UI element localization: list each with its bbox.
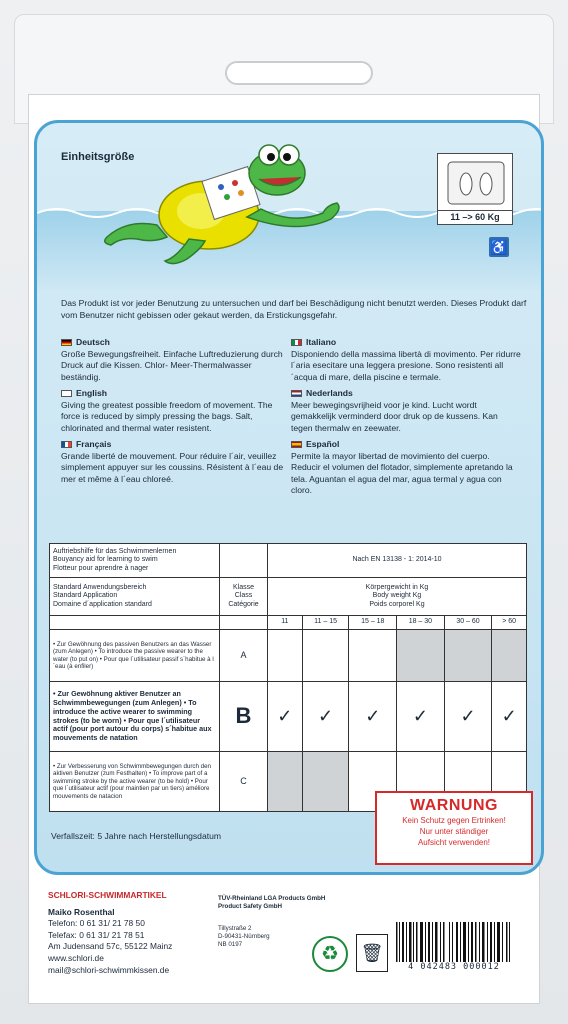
table-cell [220,616,268,630]
recycle-icon: ♻ [312,936,348,972]
company-address: Am Judensand 57c, 55122 Mainz [48,941,173,952]
lang-title: Nederlands [306,388,353,398]
tuv-street: Tillystraße 2 [218,925,252,932]
crossed-bin-icon: 🗑 [356,934,388,972]
lang-text: Giving the greatest possible freedom of movement. The force is reduced by simply pressing the bags. Salt, chlorinated and thermal water resistent. [61,399,273,433]
tuv-address [218,925,270,949]
company-web[interactable]: www.schlori.de [48,952,104,963]
intro-safety-text: Das Produkt ist vor jeder Benutzung zu untersuchen und darf bei Beschädigung nicht benutzt werden. Dieses Produkt darf vom Benutzer nicht gebissen oder gekaut werden, da Erstickungsgefahr. [61,298,527,320]
weight-col-6: > 60 [492,616,527,630]
company-name: SCHLORI-SCHWIMMARTIKEL [48,890,167,900]
check-mark: ✓ [302,682,349,752]
warning-line: Kein Schutz gegen Ertrinken! [402,816,506,825]
tuv-info [218,895,325,911]
lang-block-fr [61,439,291,485]
row-cell-shaded [397,630,445,682]
lang-title: Français [76,439,112,449]
lang-text: Permite la mayor libertad de movimiento del cuerpo. Reducir el volumen del flotador, simplemente apretando la tela. Aguantan el agua del mar, agua termal y agua con cloro. [291,450,513,495]
languages-left [61,337,291,490]
lang-title: Italiano [306,337,337,347]
company-info [48,890,172,976]
lang-text: Große Bewegungsfreiheit. Einfache Luftreduzierung durch Druck auf die Kissen. Chlor- Meer-Thermalwasser beständig. [61,348,283,382]
warning-box [375,791,533,865]
row-cell [349,630,397,682]
warning-line: Aufsicht verwenden! [417,838,491,847]
frog-illustration [97,139,357,269]
row-cell-shaded [268,752,303,812]
warning-line: Nur unter ständiger [419,827,489,836]
table-header-class: Klasse Class Catégorie [220,578,268,616]
tuv-nb: NB 0197 [218,941,243,948]
company-mail[interactable]: mail@schlori-schwimmkissen.de [48,964,170,975]
table-header-standard: Nach EN 13138 - 1: 2014-10 [268,544,527,578]
lang-block-de [61,337,291,383]
row-cell-shaded [302,752,349,812]
tuv-name: TÜV-Rheinland LGA Products GmbH [218,895,326,902]
info-panel [34,120,544,875]
company-phone: Telefon: 0 61 31/ 21 78 50 [48,918,145,929]
row-cell-shaded [492,630,527,682]
wheelchair-icon: ♿ [490,239,508,255]
table-header-weight: Körpergewicht in Kg Body weight Kg Poids corporel Kg [268,578,527,616]
weight-col-3: 15 – 18 [349,616,397,630]
weight-col-5: 30 – 60 [444,616,492,630]
flag-uk-icon [61,390,72,397]
flag-it-icon [291,339,302,346]
table-header-application: Standard Anwendungsbereich Standard Application Domaine d´application standard [50,578,220,616]
size-title: Einheitsgröße [61,151,135,163]
lang-title: Español [306,439,340,449]
row-cell [268,630,303,682]
table-row-a [50,630,527,682]
weight-scale-badge [437,153,513,225]
hanger-slot [225,61,373,85]
row-description: • Zur Gewöhnung des passiven Benutzers an das Wasser (zum Anlegen) • To introduce the passive wearer to the water (to put on) • Pour que l´utilisateur passif s´habitue à l´eau (à enfiler) [50,630,220,682]
table-header-purpose: Auftriebshilfe für das Schwimmenlernen Bouyancy aid for learning to swim Flotteur pour aprendre à nager [50,544,220,578]
row-cell-shaded [444,630,492,682]
lang-text: Grande liberté de mouvement. Pour réduire l´air, veuillez simplement appuyer sur les coussins. Résistent à l´eau de mer et même à l´eau chloreé. [61,450,284,484]
table-row-b [50,682,527,752]
check-mark: ✓ [268,682,303,752]
weight-col-2: 11 – 15 [302,616,349,630]
row-class: C [220,752,268,812]
row-description: • Zur Verbesserung von Schwimmbewegungen durch den aktiven Benutzer (zum Festhalten) • To improve part of a swimming stroke by the active wearer (to be hold) • Pour que l´utilisateur actif (pour maintien par un tiers) améliore mouvements de natacion [50,752,220,812]
tuv-city: D-90431-Nürnberg [218,933,270,940]
languages-right [291,337,521,502]
row-cell [302,630,349,682]
lang-block-es [291,439,521,497]
weight-range-label: 11 –> 60 Kg [438,210,512,224]
weight-col-1: 11 [268,616,303,630]
check-mark: ✓ [444,682,492,752]
lang-block-nl [291,388,521,434]
flag-es-icon [291,441,302,448]
classification-table [49,543,527,812]
check-mark: ✓ [349,682,397,752]
expiry-text: Verfallszeit: 5 Jahre nach Herstellungsdatum [51,831,222,841]
warning-title: WARNUNG [410,797,498,814]
flag-nl-icon [291,390,302,397]
tuv-dept: Product Safety GmbH [218,903,282,910]
company-fax: Telefax: 0 61 31/ 21 78 51 [48,929,145,940]
lang-text: Meer bewegingsvrijheid voor je kind. Lucht wordt gemakkelijk verminderd door druk op de kussens. Kan tegen thermalw en zeewater. [291,399,498,433]
weight-col-4: 18 – 30 [397,616,445,630]
row-class: B [220,682,268,752]
check-mark: ✓ [397,682,445,752]
table-weights-row [50,616,527,630]
row-class: A [220,630,268,682]
lang-title: Deutsch [76,337,110,347]
row-description: • Zur Gewöhnung aktiver Benutzer an Schwimmbewegungen (zum Anlegen) • To introduce the active wearer to swimming strokes (to be worn) • Pour que l´utilisateur actif (pour port autour du corps) s´habitue aux mouvements de natation [50,682,220,752]
lang-text: Disponiendo della massima libertà di movimento. Per ridurre l´aria esecitare una leggera presione. Sono resistenti all´acqua di mare, della piscine e termale. [291,348,521,382]
barcode-number: 4 042483 000012 [392,962,516,972]
lang-title: English [76,388,108,398]
flag-de-icon [61,339,72,346]
lang-block-it [291,337,521,383]
table-header-blank [220,544,268,578]
lang-block-en [61,388,291,434]
flag-fr-icon [61,441,72,448]
company-owner: Maiko Rosenthal [48,906,115,917]
scale-feet-icon [438,154,514,212]
check-mark: ✓ [492,682,527,752]
table-cell [50,616,220,630]
